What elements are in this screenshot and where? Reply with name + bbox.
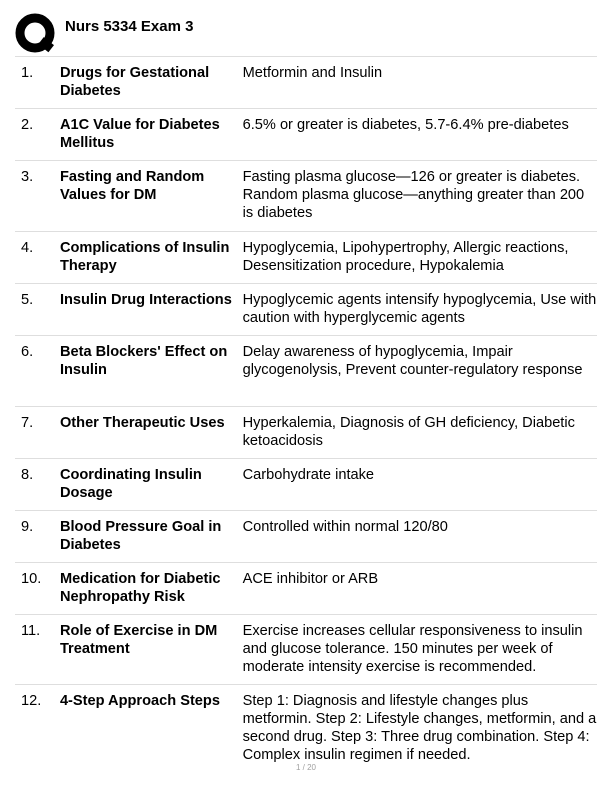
card-definition: ACE inhibitor or ARB xyxy=(242,571,379,587)
card-definition: Exercise increases cellular responsiveness to insulin and glucose tolerance. 150 minutes per week of moderate intensity exercise is recommended. xyxy=(242,623,583,675)
flashcard-row xyxy=(15,108,597,160)
card-term: Beta Blockers' Effect on Insulin xyxy=(59,344,228,378)
card-definition: Fasting plasma glucose—126 or greater is diabetes. Random plasma glucose—anything greater than 200 is diabetes xyxy=(242,169,585,221)
card-definition: Hypoglycemia, Lipohypertrophy, Allergic reactions, Desensitization procedure, Hypokalemia xyxy=(242,240,569,274)
card-definition: Metformin and Insulin xyxy=(242,65,383,81)
flashcard-row xyxy=(15,614,597,684)
card-definition: 6.5% or greater is diabetes, 5.7-6.4% pre-diabetes xyxy=(242,117,569,133)
card-number: 12. xyxy=(21,693,42,709)
card-term: A1C Value for Diabetes Mellitus xyxy=(59,117,220,151)
card-number: 6. xyxy=(21,344,34,360)
card-number: 5. xyxy=(21,292,34,308)
flashcard-list xyxy=(15,56,597,772)
quizlet-q-logo-icon xyxy=(15,13,57,55)
card-number: 8. xyxy=(21,467,34,483)
card-number: 9. xyxy=(21,519,34,535)
card-number: 7. xyxy=(21,415,34,431)
card-term: Complications of Insulin Therapy xyxy=(59,240,230,274)
flashcard-row xyxy=(15,231,597,283)
flashcard-row xyxy=(15,406,597,458)
card-term: Insulin Drug Interactions xyxy=(59,292,232,308)
card-term: Medication for Diabetic Nephropathy Risk xyxy=(59,571,221,605)
page-title: Nurs 5334 Exam 3 xyxy=(65,18,194,35)
flashcard-row xyxy=(15,562,597,614)
card-definition: Carbohydrate intake xyxy=(242,467,375,483)
flashcard-row xyxy=(15,335,597,406)
flashcard-row xyxy=(15,458,597,510)
card-number: 11. xyxy=(21,623,41,639)
flashcard-row xyxy=(15,684,597,772)
card-number: 4. xyxy=(21,240,34,256)
card-term: Role of Exercise in DM Treatment xyxy=(59,623,218,657)
card-definition: Hypoglycemic agents intensify hypoglycemia, Use with caution with hyperglycemic agents xyxy=(242,292,597,326)
card-term: Drugs for Gestational Diabetes xyxy=(59,65,210,99)
card-definition: Step 1: Diagnosis and lifestyle changes plus metformin. Step 2: Lifestyle changes, metformin, and a second drug. Step 3: Three drug combination. Step 4: Complex insulin regimen if needed. xyxy=(242,693,597,763)
card-definition: Controlled within normal 120/80 xyxy=(242,519,448,535)
card-term: 4-Step Approach Steps xyxy=(59,693,220,709)
card-term: Coordinating Insulin Dosage xyxy=(59,467,202,501)
card-term: Fasting and Random Values for DM xyxy=(59,169,205,203)
card-definition: Hyperkalemia, Diagnosis of GH deficiency, Diabetic ketoacidosis xyxy=(242,415,575,449)
flashcard-row xyxy=(15,56,597,108)
flashcard-row xyxy=(15,283,597,335)
card-term: Blood Pressure Goal in Diabetes xyxy=(59,519,222,553)
card-number: 3. xyxy=(21,169,34,185)
card-definition: Delay awareness of hypoglycemia, Impair glycogenolysis, Prevent counter-regulatory response xyxy=(242,344,583,378)
card-term: Other Therapeutic Uses xyxy=(59,415,225,431)
card-number: 2. xyxy=(21,117,34,133)
card-number: 10. xyxy=(21,571,42,587)
flashcard-row xyxy=(15,160,597,231)
page-indicator: 1 / 20 xyxy=(295,763,316,772)
flashcard-row xyxy=(15,510,597,562)
card-number: 1. xyxy=(21,65,34,81)
